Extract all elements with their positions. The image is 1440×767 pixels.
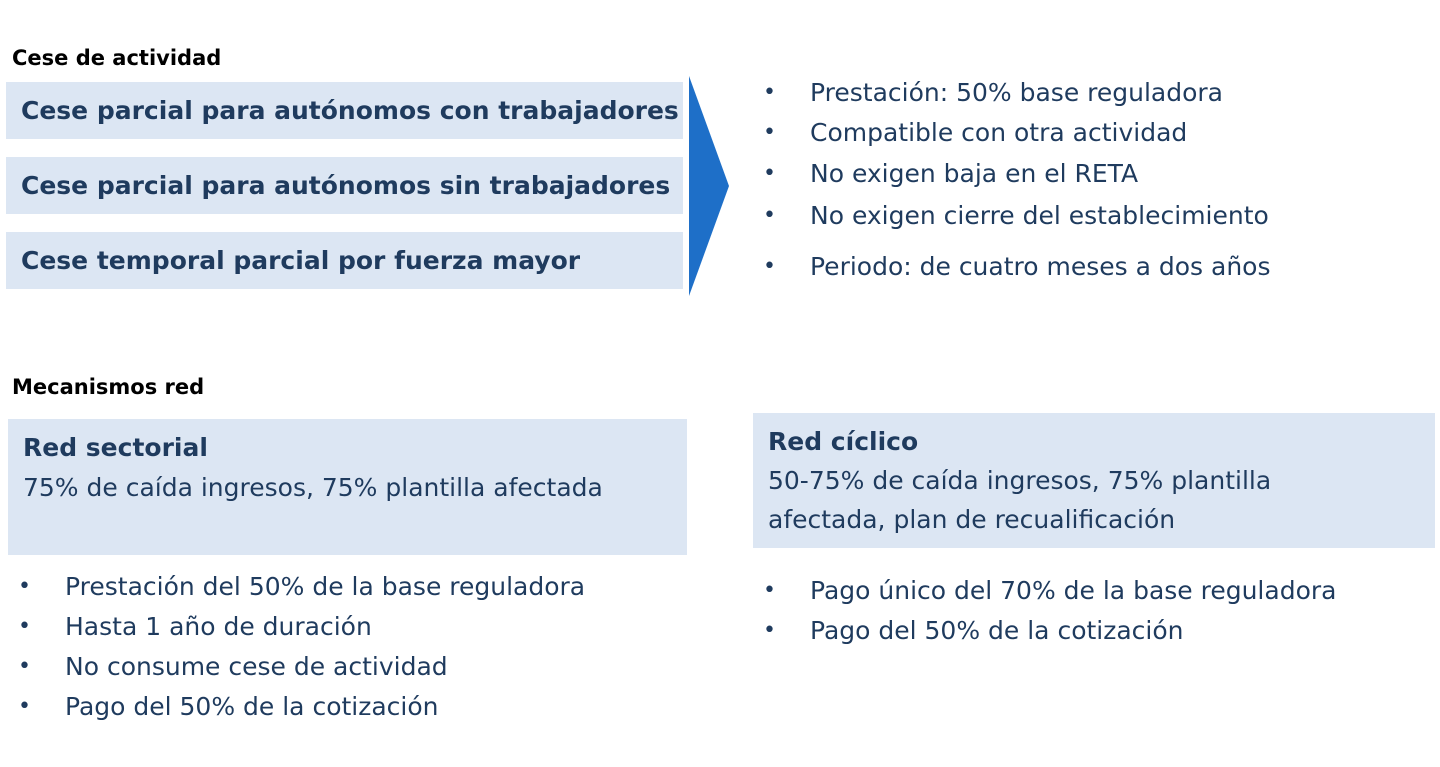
- cese-section-label: Cese de actividad: [12, 46, 222, 70]
- bullet-text: Hasta 1 año de duración: [65, 611, 372, 641]
- red-sectorial-description: 75% de caída ingresos, 75% plantilla afectada: [23, 473, 603, 502]
- cese-box-label: Cese parcial para autónomos con trabajadores: [21, 96, 679, 125]
- red-ciclico-description: 50-75% de caída ingresos, 75% plantilla afectada, plan de recualificación: [768, 466, 1272, 534]
- red-ciclico-box: [753, 413, 1435, 548]
- cese-box-label: Cese parcial para autónomos sin trabajadores: [21, 171, 671, 200]
- bullet-icon: •: [763, 253, 776, 279]
- red-ciclico-bullet-list: [763, 570, 1336, 650]
- list-item: [18, 606, 585, 646]
- list-item: [763, 570, 1336, 610]
- bullet-text: No exigen baja en el RETA: [810, 159, 1139, 188]
- list-item: [763, 72, 1271, 112]
- bullet-icon: •: [763, 617, 776, 643]
- bullet-icon: •: [763, 161, 776, 186]
- bullet-text: Compatible con otra actividad: [810, 118, 1188, 147]
- bullet-icon: •: [763, 577, 776, 603]
- bullet-icon: •: [763, 120, 776, 145]
- bullet-text: No consume cese de actividad: [65, 651, 448, 681]
- red-sectorial-title: Red sectorial: [23, 433, 208, 462]
- bullet-text: No exigen cierre del establecimiento: [810, 200, 1269, 230]
- bullet-icon: •: [18, 613, 31, 639]
- list-item: [18, 646, 585, 686]
- bullet-text: Pago del 50% de la cotización: [810, 615, 1184, 645]
- red-sectorial-box: [8, 419, 687, 555]
- bullet-text: Periodo: de cuatro meses a dos años: [810, 251, 1271, 281]
- bullet-icon: •: [763, 79, 776, 105]
- bullet-icon: •: [18, 693, 31, 719]
- chevron-right-arrow-icon: [689, 76, 729, 296]
- list-item: [763, 236, 1271, 296]
- list-item: [763, 112, 1271, 153]
- bullet-icon: •: [763, 202, 776, 228]
- bullet-text: Prestación del 50% de la base reguladora: [65, 571, 586, 601]
- list-item: [763, 610, 1336, 650]
- bullet-icon: •: [18, 653, 31, 679]
- list-item: [763, 194, 1271, 236]
- red-ciclico-title: Red cíclico: [768, 427, 919, 456]
- bullet-text: Prestación: 50% base reguladora: [810, 77, 1224, 107]
- red-section-label: Mecanismos red: [12, 375, 205, 399]
- cese-bullet-list: [763, 72, 1271, 296]
- red-sectorial-bullet-list: [18, 566, 585, 726]
- cese-box-label: Cese temporal parcial por fuerza mayor: [21, 246, 581, 275]
- list-item: [763, 153, 1271, 194]
- bullet-text: Pago del 50% de la cotización: [65, 691, 439, 721]
- cese-box-con-trabajadores: [6, 82, 683, 139]
- cese-box-fuerza-mayor: [6, 232, 683, 289]
- bullet-text: Pago único del 70% de la base reguladora: [810, 575, 1337, 605]
- list-item: [18, 686, 585, 726]
- cese-box-sin-trabajadores: [6, 157, 683, 214]
- bullet-icon: •: [18, 573, 31, 599]
- list-item: [18, 566, 585, 606]
